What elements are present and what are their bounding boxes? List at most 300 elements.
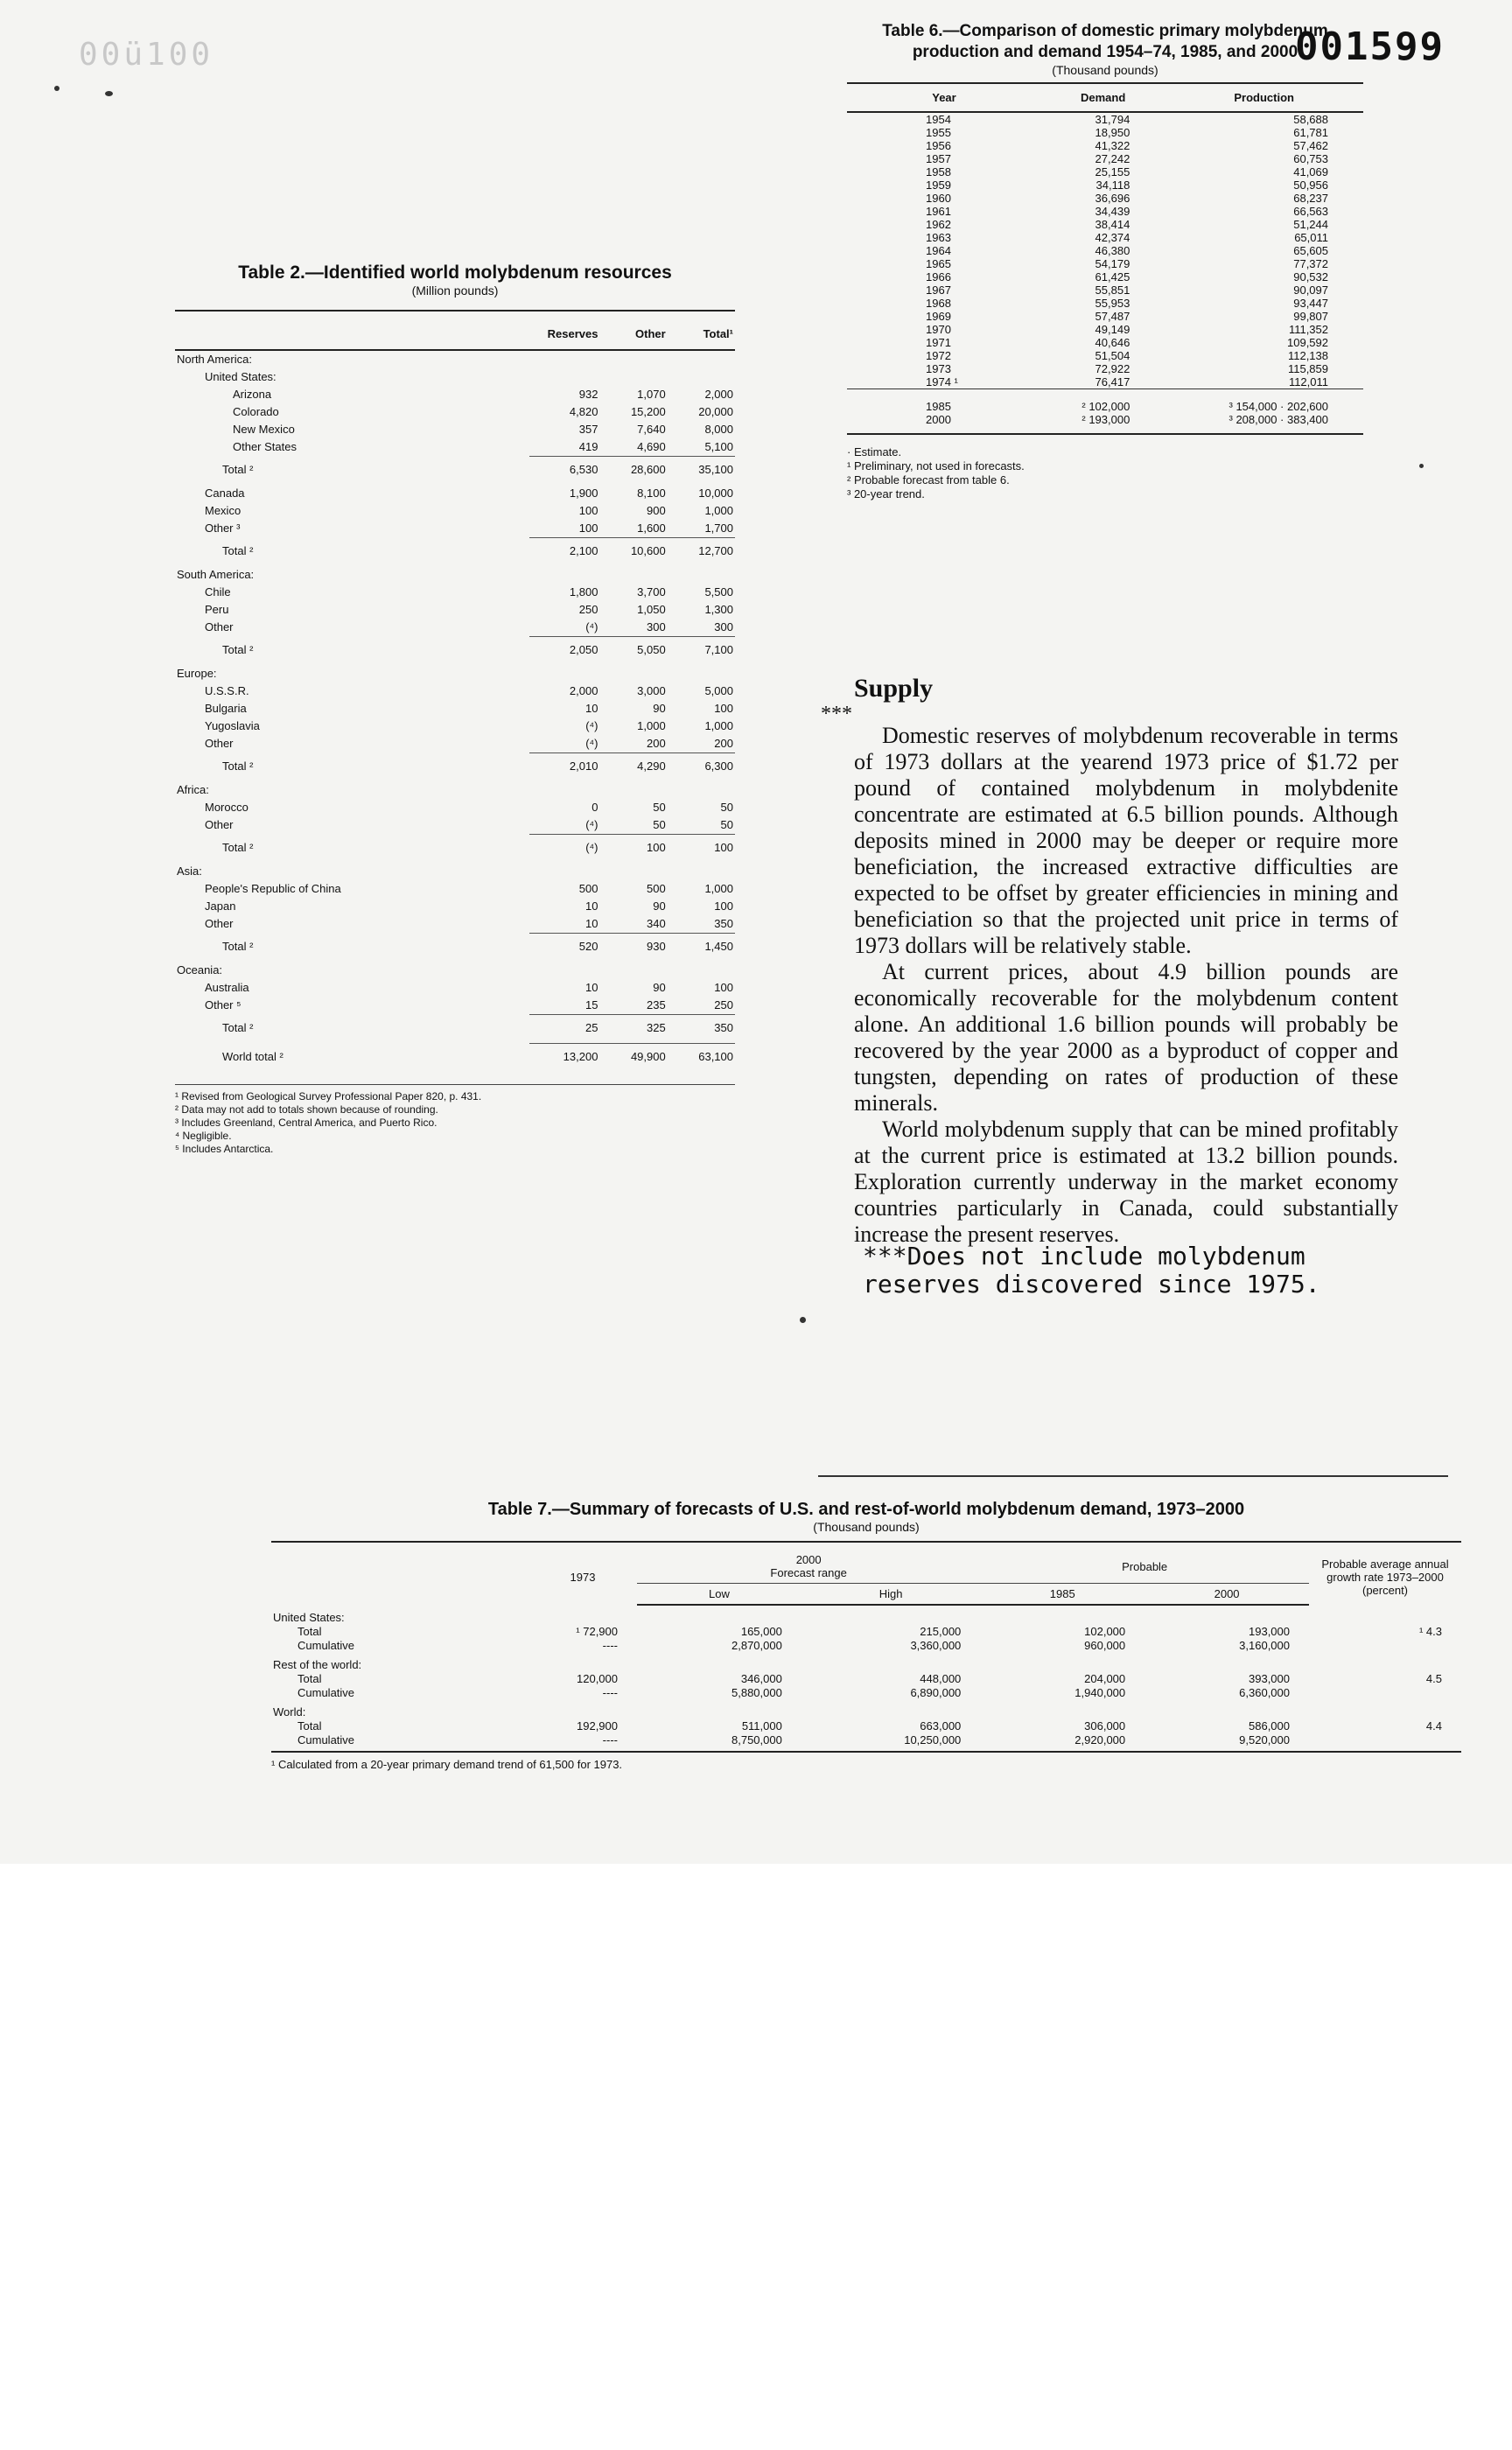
table-6-cell: 99,807 — [1293, 310, 1328, 323]
section-divider — [818, 1475, 1448, 1477]
table-2-cell: 4,290 — [599, 753, 667, 782]
table-6-cell: 1955 — [926, 126, 951, 139]
table-6-cell: 90,097 — [1293, 284, 1328, 297]
table-7-row-label: Cumulative — [298, 1733, 355, 1746]
page-number-stamp: 001599 — [1295, 24, 1445, 69]
table-2-row-label: U.S.S.R. — [205, 684, 249, 697]
table-2-row-label: Other ⁵ — [205, 998, 242, 1012]
table-7-cell — [1309, 1639, 1461, 1653]
table-2-header-other: Other — [599, 311, 667, 350]
table-2-cell: 28,600 — [599, 457, 667, 486]
table-7-header-2000-range — [637, 1542, 980, 1584]
table-2-row-label: Africa: — [177, 783, 209, 796]
table-2-row — [175, 718, 735, 735]
table-2-cell: 2,100 — [529, 538, 599, 567]
table-2-cell: 1,900 — [569, 486, 598, 500]
table-2-cell: 0 — [592, 801, 598, 814]
table-6-row — [847, 257, 1363, 270]
table-7-header-1985: 1985 — [980, 1584, 1144, 1606]
table-6-header-demand: Demand — [1041, 83, 1165, 112]
table-6-cell: 1961 — [926, 205, 951, 218]
table-2-cell: 1,000 — [704, 504, 733, 517]
supply-paragraph: Domestic reserves of molybdenum recoverable in terms of 1973 dollars at the yearend 1973 price of $1.72 per pound of contained molybdenum in molybdenite concentrate are estimated at 6.5 billion pounds. Although deposits mined in 2000 may be deeper or require more beneficiation, the increased extractive difficulties are expected to be offset by greater efficiencies in mining and beneficiation so that the projected unit price in terms of 1973 dollars will be relatively stable. — [854, 723, 1398, 958]
table-2-row — [175, 781, 735, 799]
table-6-row — [847, 218, 1363, 231]
table-2-cell: 5,000 — [704, 684, 733, 697]
table-6-cell: 1971 — [926, 336, 951, 349]
table-2-cell: 235 — [647, 998, 666, 1012]
table-6-footnotes — [847, 433, 1363, 501]
table-6-row — [847, 375, 1363, 389]
table-2-cell: 25 — [529, 1015, 599, 1044]
table-6-cell: 1970 — [926, 323, 951, 336]
table-2-row-label: Total ² — [222, 642, 254, 656]
table-6-row — [847, 231, 1363, 244]
table-6-cell: 41,322 — [1095, 139, 1130, 152]
table-2-total-row — [175, 934, 735, 962]
table-2-cell: 5,100 — [704, 440, 733, 453]
table-2-footnote: ⁵ Includes Antarctica. — [175, 1143, 274, 1155]
table-2-cell-empty — [668, 665, 735, 682]
table-2-cell: 1,000 — [637, 719, 666, 732]
table-6-forecast-row — [847, 413, 1363, 426]
table-2-cell: (⁴) — [585, 737, 598, 750]
table-2-row-label: Europe: — [177, 667, 217, 680]
table-2-row — [175, 485, 735, 502]
table-2-row-label: Yugoslavia — [205, 719, 260, 732]
table-6-cell: 61,781 — [1293, 126, 1328, 139]
table-7-cell: 10,250,000 — [904, 1733, 962, 1746]
table-6-row — [847, 126, 1363, 139]
table-2-row-label: Total ² — [222, 543, 254, 557]
table-6-row — [847, 152, 1363, 165]
table-2-row-label: New Mexico — [233, 423, 295, 436]
table-7-cell: 165,000 — [740, 1625, 782, 1638]
table-2-header-blank — [175, 311, 529, 350]
table-6-row — [847, 192, 1363, 205]
table-6-cell: 112,011 — [1288, 375, 1328, 388]
scan-speck — [1419, 464, 1424, 468]
table-2-cell-empty — [529, 368, 599, 386]
table-2-cell: 1,000 — [704, 719, 733, 732]
table-6-row — [847, 270, 1363, 284]
table-7-header-growth: Probable average annual growth rate 1973–2000 (percent) — [1309, 1542, 1461, 1605]
table-2-cell: 3,000 — [637, 684, 666, 697]
table-6-row — [847, 244, 1363, 257]
table-2-row-label: Other — [205, 818, 234, 832]
table-6-cell: 1963 — [926, 231, 951, 244]
table-7-cell: 192,900 — [577, 1719, 618, 1732]
table-2-row — [175, 665, 735, 682]
table-2-cell: 10 — [584, 981, 598, 994]
table-2-footnote: ³ Includes Greenland, Central America, and Puerto Rico. — [175, 1116, 438, 1129]
table-2-row-label: Total ² — [222, 840, 254, 854]
table-7-cell: ---- — [602, 1639, 618, 1652]
table-6-cell: 34,439 — [1095, 205, 1130, 218]
table-7-header-probable-2000: 2000 — [1144, 1584, 1309, 1606]
table-2-row-label: Bulgaria — [205, 702, 247, 715]
table-2-cell-empty — [529, 665, 599, 682]
table-2-row-label: Total ² — [222, 462, 254, 476]
table-2-cell: 350 — [668, 1015, 735, 1044]
table-6-cell: 1969 — [926, 310, 951, 323]
table-2-row — [175, 368, 735, 386]
table-6-cell: 41,069 — [1293, 165, 1328, 178]
table-2-row-label: Morocco — [205, 801, 248, 814]
table-6-cell: 38,414 — [1095, 218, 1130, 231]
table-2-total-row — [175, 538, 735, 567]
table-2-row-label: Other — [205, 737, 234, 751]
table-2-cell: 419 — [578, 440, 598, 453]
table-2-row — [175, 898, 735, 915]
table-6-row — [847, 349, 1363, 362]
table-2-cell-empty — [599, 665, 667, 682]
table-2-row-label: Asia: — [177, 864, 202, 878]
table-7-header-1973: 1973 — [528, 1542, 637, 1605]
table-2-cell: 35,100 — [668, 457, 735, 486]
table-6-unit: (Thousand pounds) — [1052, 63, 1158, 77]
table-7-cell: 3,160,000 — [1239, 1639, 1290, 1652]
table-2-unit: (Million pounds) — [411, 284, 499, 298]
table-7-cell — [1309, 1686, 1461, 1700]
table-2-row-label: Total ² — [222, 939, 254, 953]
table-2-cell: 90 — [653, 900, 666, 913]
table-2-cell: 7,100 — [668, 637, 735, 666]
table-2-cell: 8,100 — [637, 486, 666, 500]
table-2-row-label: North America: — [177, 353, 252, 366]
table-6-cell: 61,425 — [1095, 270, 1130, 284]
table-6-cell: 1973 — [926, 362, 951, 375]
supply-section — [821, 674, 1398, 1298]
table-6-cell: 115,859 — [1287, 362, 1328, 375]
table-2-row-label: Other ³ — [205, 522, 241, 536]
table-2-footnote: ¹ Revised from Geological Survey Professional Paper 820, p. 431. — [175, 1090, 482, 1102]
table-6-row — [847, 323, 1363, 336]
table-2-cell: 250 — [714, 998, 733, 1012]
table-7-group-label: World: — [273, 1705, 306, 1718]
table-2-cell: 2,050 — [529, 637, 599, 666]
table-7-row-label: Total — [298, 1672, 322, 1685]
table-6-cell: 42,374 — [1095, 231, 1130, 244]
table-6-cell: 111,352 — [1288, 323, 1328, 336]
table-6-row — [847, 297, 1363, 310]
table-2-total-row — [175, 1044, 735, 1073]
supply-typed-note: ***Does not include molybdenum reserves discovered since 1975. — [863, 1242, 1320, 1298]
table-6-cell: 1960 — [926, 192, 951, 205]
table-7-cell: 120,000 — [577, 1672, 618, 1685]
table-2-row — [175, 386, 735, 403]
table-7-row-label: Cumulative — [298, 1686, 355, 1699]
table-2-cell: 100 — [599, 835, 667, 864]
table-7-row — [271, 1733, 1461, 1747]
table-6-cell: 57,487 — [1095, 310, 1130, 323]
table-7-cell: 393,000 — [1249, 1672, 1290, 1685]
table-2-cell-empty — [529, 566, 599, 584]
table-2-cell: 63,100 — [668, 1044, 735, 1073]
table-2-cell: 930 — [599, 934, 667, 962]
table-2-title: Table 2.—Identified world molybdenum resources — [238, 262, 672, 283]
table-6-cell: 51,244 — [1293, 218, 1328, 231]
table-6-cell: 65,605 — [1293, 244, 1328, 257]
table-7-cell: 306,000 — [1084, 1719, 1126, 1732]
table-6-cell: 34,118 — [1096, 178, 1130, 192]
table-6-cell: 76,417 — [1095, 375, 1130, 388]
table-7-body — [271, 1605, 1461, 1747]
table-2-row — [175, 979, 735, 997]
table-2-cell: 20,000 — [698, 405, 733, 418]
table-2-row — [175, 997, 735, 1015]
table-7-grid — [271, 1541, 1461, 1747]
table-7-group-label: Rest of the world: — [273, 1658, 362, 1671]
table-6-cell: 2000 — [926, 413, 951, 426]
table-6-cell: 55,953 — [1095, 297, 1130, 310]
table-2-row-label: Arizona — [233, 388, 272, 401]
table-2-row — [175, 601, 735, 619]
table-2-cell-empty — [599, 566, 667, 584]
table-7-forecast-summary — [271, 1500, 1461, 1771]
supply-paragraph: At current prices, about 4.9 billion pounds are economically recoverable for the molybdenum content alone. An additional 1.6 billion pounds will probably be recovered by the year 2000 as a byproduct of copper and tungsten, depending on rates of production of these minerals. — [854, 959, 1398, 1116]
table-2-row-label: Canada — [205, 486, 245, 500]
table-2-total-row — [175, 457, 735, 486]
table-7-cell: 2,920,000 — [1074, 1733, 1126, 1746]
table-7-row-label: Total — [298, 1719, 322, 1732]
table-6-cell: 90,532 — [1293, 270, 1328, 284]
supply-paragraph: World molybdenum supply that can be mined profitably at the current price is estimated at 13.2 billion pounds. Exploration currently underway in the market economy countries particularly in Canada, could substantially increase the present reserves. — [854, 1116, 1398, 1247]
table-6-cell: ² 102,000 — [1041, 389, 1165, 414]
table-2-cell: 300 — [647, 620, 666, 634]
table-6-body — [847, 112, 1363, 426]
table-2-row-label: Japan — [205, 900, 236, 913]
table-2-total-row — [175, 637, 735, 666]
table-2-cell: 50 — [653, 818, 666, 831]
table-7-cell: 102,000 — [1084, 1625, 1126, 1638]
table-2-cell: 10 — [584, 702, 598, 715]
table-2-row-label: World total ² — [222, 1049, 284, 1063]
table-2-cell: 90 — [653, 981, 666, 994]
table-2-cell: 5,050 — [599, 637, 667, 666]
table-2-cell-empty — [529, 863, 599, 880]
table-2-header-reserves: Reserves — [529, 311, 599, 350]
table-2-total-row — [175, 835, 735, 864]
table-7-cell: 663,000 — [920, 1719, 962, 1732]
table-2-cell: (⁴) — [529, 835, 599, 864]
table-2-cell: 1,000 — [704, 882, 733, 895]
table-2-cell: 100 — [668, 835, 735, 864]
table-6-cell: 55,851 — [1095, 284, 1130, 297]
table-6-grid — [847, 82, 1363, 426]
table-6-cell: 25,155 — [1095, 165, 1130, 178]
table-6-cell: 49,149 — [1095, 323, 1130, 336]
table-7-cell: 346,000 — [740, 1672, 782, 1685]
table-7-row — [271, 1672, 1461, 1686]
table-2-cell: (⁴) — [585, 818, 598, 831]
table-2-cell: 2,000 — [569, 684, 598, 697]
supply-asterisks: *** — [821, 703, 852, 725]
table-2-row — [175, 619, 735, 637]
table-2-cell: 10,600 — [599, 538, 667, 567]
table-2-cell-empty — [668, 350, 735, 368]
table-7-header-low: Low — [637, 1584, 802, 1606]
table-2-cell: 8,000 — [704, 423, 733, 436]
table-7-row — [271, 1686, 1461, 1700]
table-6-cell: 54,179 — [1095, 257, 1130, 270]
table-2-row-label: Oceania: — [177, 963, 223, 976]
table-2-cell: 10 — [584, 917, 598, 930]
table-2-row — [175, 520, 735, 538]
table-2-cell: 10,000 — [698, 486, 733, 500]
table-2-header-total: Total¹ — [668, 311, 735, 350]
table-6-cell: 60,753 — [1293, 152, 1328, 165]
table-2-cell-empty — [668, 781, 735, 799]
table-2-cell-empty — [668, 368, 735, 386]
scan-speck — [800, 1317, 806, 1323]
table-6-cell: 93,447 — [1293, 297, 1328, 310]
table-2-row — [175, 863, 735, 880]
table-6-row — [847, 205, 1363, 218]
table-6-row — [847, 165, 1363, 178]
document-id-stamp: 00ü100 — [79, 37, 214, 73]
table-7-header-blank — [271, 1542, 528, 1605]
table-2-cell: 900 — [647, 504, 666, 517]
table-6-cell: 72,922 — [1095, 362, 1130, 375]
table-7-group-row — [271, 1605, 1461, 1625]
table-6-cell: 1956 — [926, 139, 951, 152]
table-2-row — [175, 584, 735, 601]
table-7-group-label: United States: — [273, 1611, 345, 1624]
table-2-footnotes — [175, 1084, 735, 1156]
table-2-row — [175, 735, 735, 753]
table-7-cell: 9,520,000 — [1239, 1733, 1290, 1746]
table-2-row-label: Peru — [205, 603, 229, 616]
table-6-cell: 1954 — [926, 113, 951, 126]
table-7-header-forecast-range: Forecast range — [770, 1566, 847, 1579]
table-7-row — [271, 1639, 1461, 1653]
table-6-cell: 57,462 — [1293, 139, 1328, 152]
table-6-cell: 1957 — [926, 152, 951, 165]
table-6-row — [847, 112, 1363, 126]
table-2-row-label: Australia — [205, 981, 249, 994]
table-2-cell-empty — [668, 566, 735, 584]
table-2-cell: 49,900 — [599, 1044, 667, 1073]
table-7-cell: 511,000 — [741, 1719, 782, 1732]
table-2-cell: 1,600 — [637, 522, 666, 535]
table-2-row — [175, 421, 735, 438]
table-7-cell: ---- — [602, 1733, 618, 1746]
table-7-cell: 6,890,000 — [910, 1686, 962, 1699]
table-2-cell-empty — [529, 962, 599, 979]
table-2-cell: 300 — [714, 620, 733, 634]
table-2-cell: 4,690 — [637, 440, 666, 453]
table-2-cell: 932 — [578, 388, 598, 401]
table-7-header-probable: Probable — [980, 1542, 1309, 1584]
table-6-row — [847, 362, 1363, 375]
table-6-cell: 1972 — [926, 349, 951, 362]
table-2-cell: 100 — [714, 981, 733, 994]
table-6-cell: 36,696 — [1095, 192, 1130, 205]
table-6-footnote: ¹ Preliminary, not used in forecasts. — [847, 459, 1025, 472]
table-2-cell-empty — [529, 781, 599, 799]
table-6-cell: 51,504 — [1095, 349, 1130, 362]
table-7-cell: 193,000 — [1249, 1625, 1290, 1638]
table-2-row — [175, 880, 735, 898]
table-2-row — [175, 915, 735, 934]
table-7-group-row — [271, 1700, 1461, 1719]
table-7-cell: 960,000 — [1084, 1639, 1126, 1652]
table-2-cell: 100 — [714, 900, 733, 913]
table-2-row — [175, 502, 735, 520]
table-2-cell: 1,050 — [637, 603, 666, 616]
table-6-cell: 1985 — [847, 389, 1041, 414]
table-2-row — [175, 799, 735, 816]
table-6-cell: 1968 — [926, 297, 951, 310]
table-2-cell: 7,640 — [637, 423, 666, 436]
table-2-cell: 50 — [720, 818, 733, 831]
table-7-cell — [1309, 1733, 1461, 1747]
table-6-cell: 66,563 — [1293, 205, 1328, 218]
table-7-cell: 2,870,000 — [732, 1639, 782, 1652]
table-7-row — [271, 1719, 1461, 1733]
table-2-cell-empty — [668, 863, 735, 880]
table-6-row — [847, 139, 1363, 152]
table-2-cell: 100 — [578, 504, 598, 517]
table-7-cell: 3,360,000 — [910, 1639, 962, 1652]
table-2-cell: 2,010 — [529, 753, 599, 782]
table-2-cell: 12,700 — [668, 538, 735, 567]
table-2-cell: 3,700 — [637, 585, 666, 598]
table-2-cell-empty — [599, 863, 667, 880]
table-2-cell: 500 — [578, 882, 598, 895]
table-7-cell: 1,940,000 — [1074, 1686, 1126, 1699]
table-6-cell: 1965 — [926, 257, 951, 270]
table-6-header-year: Year — [847, 83, 1041, 112]
table-6-cell: 40,646 — [1095, 336, 1130, 349]
table-2-row-label: Other States — [233, 440, 297, 454]
table-2-cell: 350 — [714, 917, 733, 930]
table-2-cell: 2,000 — [704, 388, 733, 401]
table-6-row — [847, 178, 1363, 192]
table-2-cell-empty — [529, 350, 599, 368]
table-2-cell: 10 — [584, 900, 598, 913]
table-7-cell: 586,000 — [1249, 1719, 1290, 1732]
table-2-footnote: ² Data may not add to totals shown because of rounding. — [175, 1103, 438, 1116]
table-2-cell: 1,300 — [704, 603, 733, 616]
table-6-cell: 46,380 — [1095, 244, 1130, 257]
table-6-cell: 1962 — [926, 218, 951, 231]
table-7-cell: 4.5 — [1425, 1672, 1442, 1685]
table-2-cell-empty — [599, 962, 667, 979]
table-2-row — [175, 816, 735, 835]
table-6-row — [847, 284, 1363, 297]
table-2-cell: 5,500 — [704, 585, 733, 598]
table-2-cell: 50 — [720, 801, 733, 814]
table-2-total-row — [175, 1015, 735, 1044]
table-6-row — [847, 336, 1363, 349]
table-7-title: Table 7.—Summary of forecasts of U.S. and rest-of-world molybdenum demand, 1973–2000 — [487, 1500, 1245, 1519]
table-2-cell: 340 — [647, 917, 666, 930]
table-2-row — [175, 566, 735, 584]
table-6-title: Table 6.—Comparison of domestic primary molybdenum production and demand 1954–74, 1985, and 2000 — [882, 22, 1328, 61]
table-7-cell: 215,000 — [920, 1625, 962, 1638]
table-6-cell: 77,372 — [1293, 257, 1328, 270]
table-6-footnote: · Estimate. — [847, 445, 902, 458]
table-7-cell: 204,000 — [1084, 1672, 1126, 1685]
table-6-cell: 18,950 — [1095, 126, 1130, 139]
table-2-row — [175, 350, 735, 368]
table-7-cell: 4.4 — [1425, 1719, 1442, 1732]
table-7-header-high: High — [802, 1584, 980, 1606]
table-6-forecast-row — [847, 389, 1363, 414]
table-2-row — [175, 700, 735, 718]
